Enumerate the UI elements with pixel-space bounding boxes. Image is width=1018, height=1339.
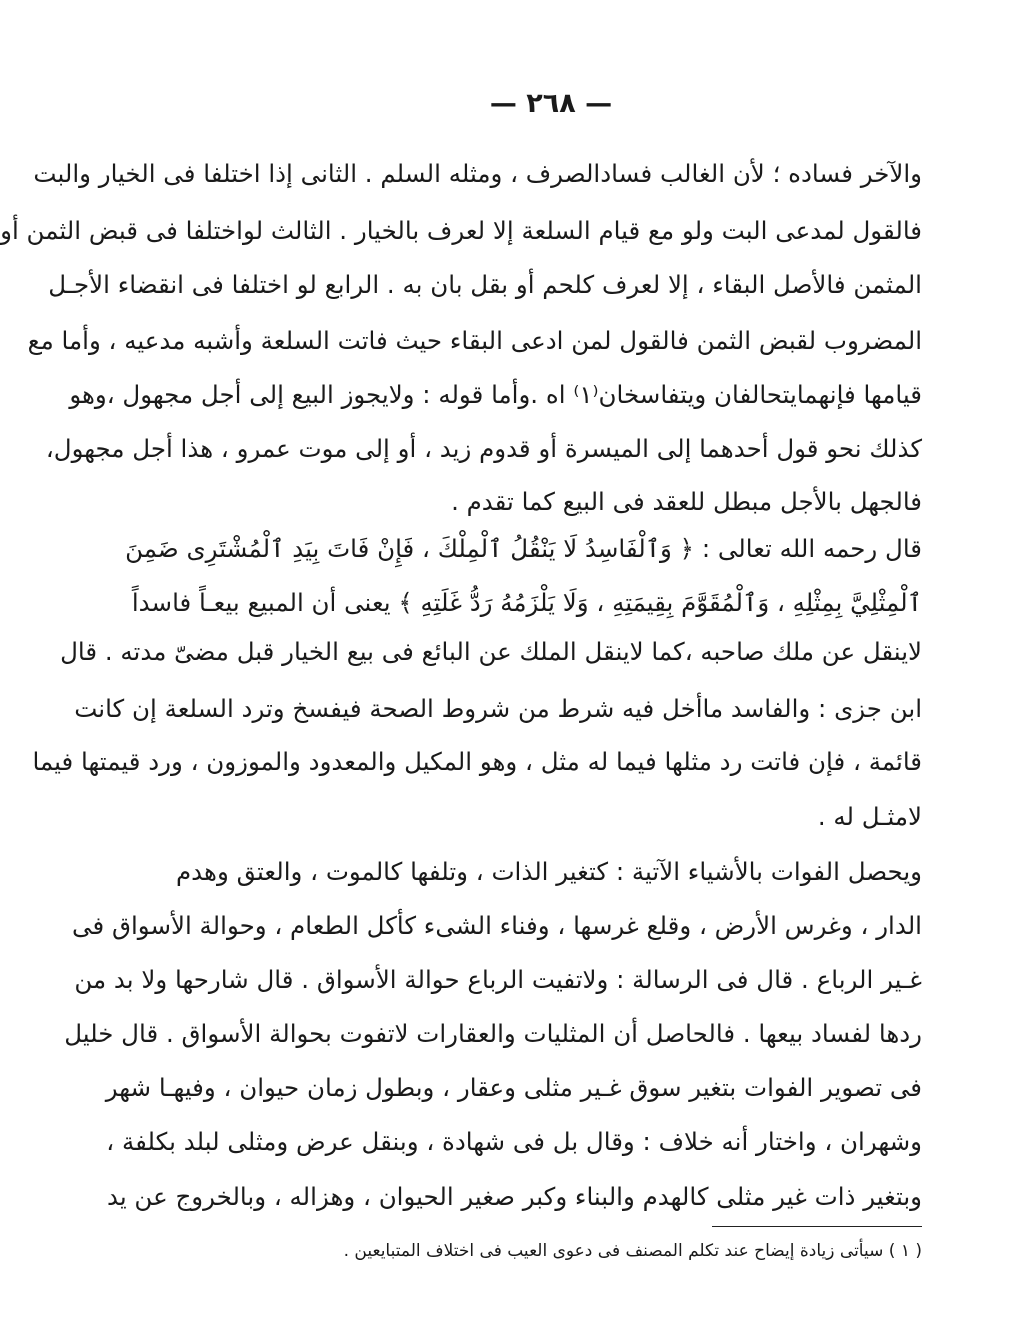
text-line: المضروب لقبض الثمن فالقول لمن ادعى البقاء حيث فاتت السلعة وأشبه مدعيه ، وأما مع	[27, 326, 922, 355]
text-line: والآخر فساده ؛ لأن الغالب فسادالصرف ، ومثله السلم . الثانى إذا اختلفا فى الخيار والبت	[33, 159, 922, 188]
text-line: فالقول لمدعى البت ولو مع قيام السلعة إلا لعرف بالخيار . الثالث لواختلفا فى قبض الثمن أو	[0, 216, 922, 245]
text-line: لاينقل عن ملك صاحبه ،كما لاينقل الملك عن البائع فى بيع الخيار قبل مضىّ مدته . قال	[60, 637, 922, 666]
footnote: ( ١ ) سيأتى زيادة إيضاح عند تكلم المصنف فى دعوى العيب فى اختلاف المتبايعين .	[343, 1241, 922, 1261]
text-line: المثمن فالأصل البقاء ، إلا لعرف كلحم أو بقل بان به . الرابع لو اختلفا فى انقضاء الأجـل	[48, 270, 922, 299]
page-number: — ٢٦٨ —	[489, 88, 613, 119]
text-line: وشهران ، واختار أنه خلاف : وقال بل فى شهادة ، وبنقل عرض ومثلى لبلد بكلفة ،	[106, 1127, 922, 1156]
text-line: غـير الرباع . قال فى الرسالة : ولاتفيت الرباع حوالة الأسواق . قال شارحها ولا بد من	[74, 965, 922, 994]
text-line: ويحصل الفوات بالأشياء الآتية : كتغير الذات ، وتلفها كالموت ، والعتق وهدم	[176, 857, 922, 886]
text-line: فالجهل بالأجل مبطل للعقد فى البيع كما تقدم .	[451, 487, 922, 516]
text-line: ابن جزى : والفاسد ماأخل فيه شرط من شروط الصحة فيفسخ وترد السلعة إن كانت	[74, 694, 922, 723]
text-line: لامثـل له .	[817, 802, 922, 831]
text-line: قيامها فإنهمايتحالفان ويتفاسخان⁽١⁾ اه .وأما قوله : ولايجوز البيع إلى أجل مجهول ،وهو	[69, 380, 922, 409]
text-line: قال رحمه الله تعالى : ﴿ وَٱلْفَاسِدُ لَا يَنْقُلُ ٱلْمِلْكَ ، فَإِنْ فَاتَ بِيَدِ ٱلْمُشْتَرِى ضَمِنَ	[125, 534, 922, 563]
text-line: وبتغير ذات غير مثلى كالهدم والبناء وكبر صغير الحيوان ، وهزاله ، وبالخروج عن يد	[106, 1182, 922, 1211]
text-line: الدار ، وغرس الأرض ، وقلع غرسها ، وفناء الشىء كأكل الطعام ، وحوالة الأسواق فى	[72, 911, 922, 940]
text-line: كذلك نحو قول أحدهما إلى الميسرة أو قدوم زيد ، أو إلى موت عمرو ، هذا أجل مجهول،	[45, 434, 922, 463]
text-line: فى تصوير الفوات بتغير سوق غـير مثلى وعقار ، وبطول زمان حيوان ، وفيهـا شهر	[105, 1073, 922, 1102]
footnote-separator	[712, 1226, 922, 1227]
text-line: ردها لفساد بيعها . فالحاصل أن المثليات والعقارات لاتفوت بحوالة الأسواق . قال خليل	[64, 1019, 922, 1048]
text-line: قائمة ، فإن فاتت رد مثلها فيما له مثل ، وهو المكيل والمعدود والموزون ، ورد قيمتها فيما	[32, 747, 922, 776]
text-line: ٱلْمِثْلِيَّ بِمِثْلِهِ ، وَٱلْمُقَوَّمَ بِقِيمَتِهِ ، وَلَا يَلْزَمُهُ رَدُّ غَلَتِهِ ﴾ يعنى أن المبيع بيعـاً فاسداً	[131, 588, 922, 617]
